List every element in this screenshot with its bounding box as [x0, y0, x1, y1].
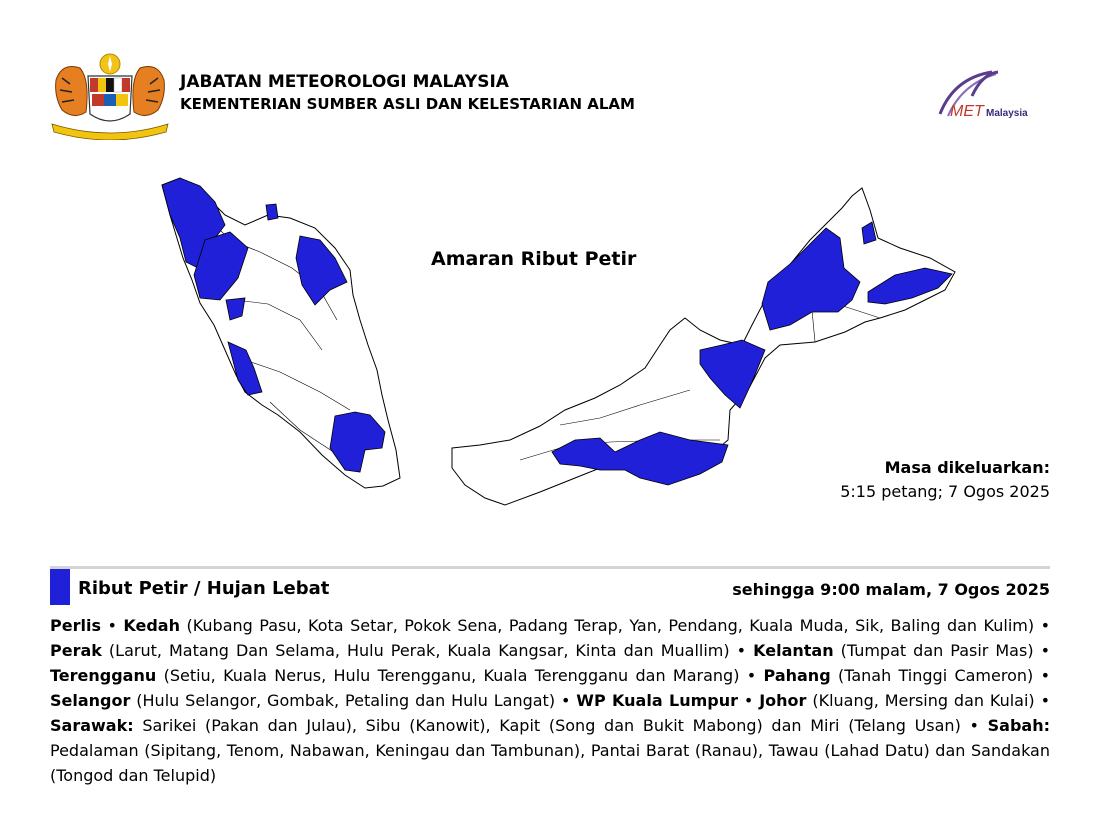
state-name: Pahang: [763, 666, 831, 685]
state-name: Sarawak:: [50, 716, 134, 735]
malaysia-coat-of-arms-icon: [50, 50, 170, 140]
district-list: (Hulu Selangor, Gombak, Petaling dan Hulu Langat): [136, 691, 556, 710]
logo-text-sub: Malaysia: [986, 108, 1028, 119]
warning-accent-bar: [50, 569, 70, 605]
state-name: Terengganu: [50, 666, 157, 685]
district-list: (Kluang, Mersing dan Kulai): [812, 691, 1035, 710]
warning-type: Ribut Petir / Hujan Lebat: [78, 578, 330, 599]
state-name: Kedah: [123, 616, 180, 635]
district-list: Sarikei (Pakan dan Julau), Sibu (Kanowit), Kapit (Song dan Bukit Mabong) dan Miri (Telang Usan): [142, 716, 961, 735]
state-name: Johor: [759, 691, 807, 710]
district-list: (Kubang Pasu, Kota Setar, Pokok Sena, Padang Terap, Yan, Pendang, Kuala Muda, Sik, Baling dan Kulim): [186, 616, 1035, 635]
district-list: (Tumpat dan Pasir Mas): [840, 641, 1034, 660]
state-name: Perlis: [50, 616, 101, 635]
map-title: Amaran Ribut Petir: [431, 248, 637, 270]
agency-header: [180, 71, 635, 115]
state-name: Sabah:: [987, 716, 1050, 735]
state-name: Selangor: [50, 691, 131, 710]
issued-time-block: [840, 456, 1050, 504]
agency-name: JABATAN METEOROLOGI MALAYSIA: [180, 72, 509, 92]
ministry-name: KEMENTERIAN SUMBER ASLI DAN KELESTARIAN ALAM: [180, 95, 635, 113]
issued-label: Masa dikeluarkan:: [884, 458, 1050, 477]
section-divider: [50, 566, 1050, 569]
district-list: Pedalaman (Sipitang, Tenom, Nabawan, Keningau dan Tambunan), Pantai Barat (Ranau), Tawau (Lahad Datu) dan Sandakan (Tongod dan Telupid): [50, 741, 1050, 785]
district-list: (Tanah Tinggi Cameron): [837, 666, 1034, 685]
state-name: WP Kuala Lumpur: [576, 691, 738, 710]
district-list: (Setiu, Kuala Nerus, Hulu Terengganu, Kuala Terengganu dan Marang): [163, 666, 740, 685]
warning-valid-until: sehingga 9:00 malam, 7 Ogos 2025: [732, 580, 1050, 599]
logo-text-main: MET: [950, 103, 984, 120]
issued-value: 5:15 petang; 7 Ogos 2025: [840, 482, 1050, 501]
affected-areas-list: Perlis • Kedah (Kubang Pasu, Kota Setar, Pokok Sena, Padang Terap, Yan, Pendang, Kuala Muda, Sik, Baling dan Kulim) • Perak (Larut, Matang Dan Selama, Hulu Perak, Kuala Kangsar, Kinta dan Muallim) • Kelantan (Tumpat dan Pasir Mas) • Terengganu (Setiu, Kuala Nerus, Hulu Terengganu, Kuala Terengganu dan Marang) • Pahang (Tanah Tinggi Cameron) • Selangor (Hulu Selangor, Gombak, Petaling dan Hulu Langat) • WP Kuala Lumpur • Johor (Kluang, Mersing dan Kulai) • Sarawak: Sarikei (Pakan dan Julau), Sibu (Kanowit), Kapit (Song dan Bukit Mabong) dan Miri (Telang Usan) • Sabah: Pedalaman (Sipitang, Tenom, Nabawan, Keningau dan Tambunan), Pantai Barat (Ranau), Tawau (Lahad Datu) dan Sandakan (Tongod dan Telupid): [50, 616, 1051, 785]
state-name: Perak: [50, 641, 102, 660]
district-list: (Larut, Matang Dan Selama, Hulu Perak, Kuala Kangsar, Kinta dan Muallim): [108, 641, 730, 660]
met-malaysia-logo: [932, 66, 1048, 122]
state-name: Kelantan: [753, 641, 834, 660]
